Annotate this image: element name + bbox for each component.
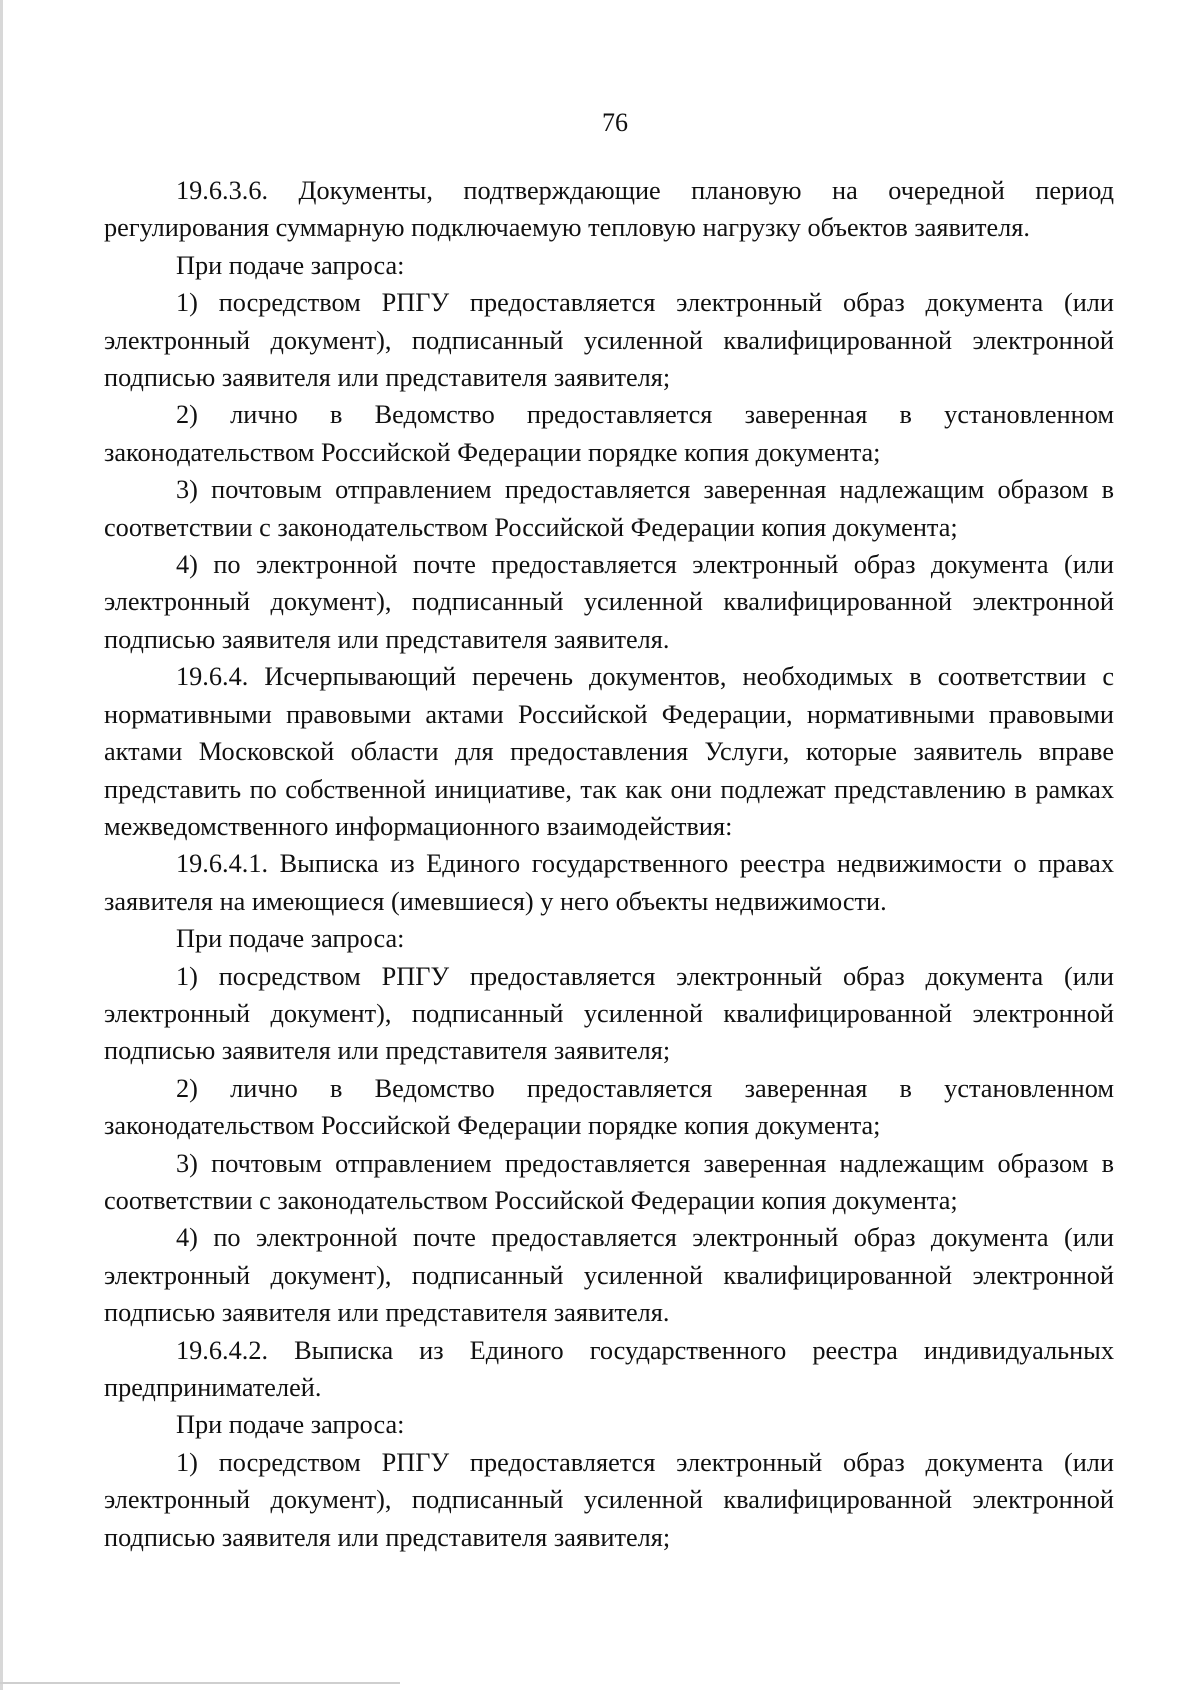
paragraph-item-3-post: 3) почтовым отправлением предоставляется заверенная надлежащим образом в соответствии с законодательством Российской Федерации копия документа; [104, 475, 1114, 542]
paragraph-item-1-rpgu: 1) посредством РПГУ предоставляется электронный образ документа (или электронный документ), подписанный усиленной квалифицированной электронной подписью заявителя или представителя заявителя; [104, 961, 1114, 1066]
paragraph-19-6-4-2: 19.6.4.2. Выписка из Единого государственного реестра индивидуальных предпринимателей. [104, 1335, 1114, 1402]
document-body [104, 172, 1114, 1556]
scan-edge-bottom [0, 1682, 400, 1684]
paragraph-item-1-rpgu: 1) посредством РПГУ предоставляется электронный образ документа (или электронный документ), подписанный усиленной квалифицированной электронной подписью заявителя или представителя заявителя; [104, 288, 1114, 393]
paragraph-item-3-post: 3) почтовым отправлением предоставляется заверенная надлежащим образом в соответствии с законодательством Российской Федерации копия документа; [104, 1148, 1114, 1215]
paragraph-19-6-4-1: 19.6.4.1. Выписка из Единого государственного реестра недвижимости о правах заявителя на имеющиеся (имевшиеся) у него объекты недвижимости. [104, 849, 1114, 916]
paragraph-item-4-email: 4) по электронной почте предоставляется электронный образ документа (или электронный документ), подписанный усиленной квалифицированной электронной подписью заявителя или представителя заявителя. [104, 550, 1114, 654]
paragraph-item-1-rpgu: 1) посредством РПГУ предоставляется электронный образ документа (или электронный документ), подписанный усиленной квалифицированной электронной подписью заявителя или представителя заявителя; [104, 1447, 1114, 1552]
paragraph-request-heading: При подаче запроса: [176, 250, 405, 280]
paragraph-19-6-3-6: 19.6.3.6. Документы, подтверждающие плановую на очередной период регулирования суммарную подключаемую тепловую нагрузку объектов заявителя. [104, 176, 1114, 243]
scan-edge-left [0, 0, 3, 1690]
paragraph-item-2-in-person: 2) лично в Ведомство предоставляется заверенная в установленном законодательством Российской Федерации порядке копия документа; [104, 1073, 1114, 1141]
paragraph-request-heading: При подаче запроса: [176, 1410, 405, 1440]
paragraph-item-4-email: 4) по электронной почте предоставляется электронный образ документа (или электронный документ), подписанный усиленной квалифицированной электронной подписью заявителя или представителя заявителя. [104, 1223, 1114, 1328]
page-number: 76 [602, 108, 628, 137]
paragraph-request-heading: При подаче запроса: [176, 924, 405, 954]
paragraph-item-2-in-person: 2) лично в Ведомство предоставляется заверенная в установленном законодательством Российской Федерации порядке копия документа; [104, 400, 1114, 467]
paragraph-19-6-4: 19.6.4. Исчерпывающий перечень документов, необходимых в соответствии с нормативными правовыми актами Российской Федерации, нормативными правовыми актами Московской области для предоставления Услуги, которые заявитель вправе представить по собственной инициативе, так как они подлежат представлению в рамках межведомственного информационного взаимодействия: [104, 662, 1114, 841]
